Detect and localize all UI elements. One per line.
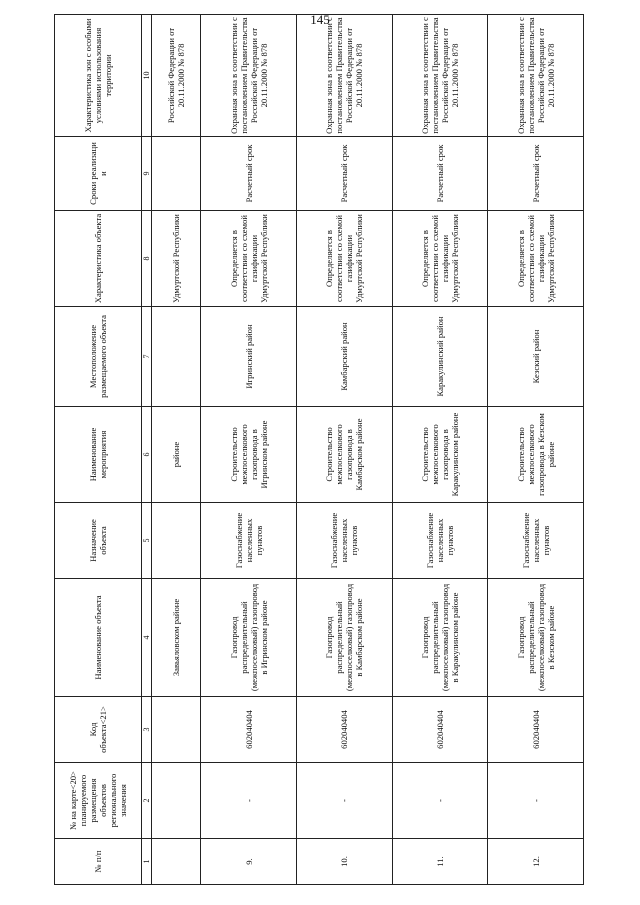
header-cell: Код объекта<21>	[55, 697, 142, 763]
table-cell: 11.	[392, 839, 488, 885]
table-cell: Строительство межпоселкового газопровода в Кезском районе	[488, 407, 584, 503]
table-cell: Строительство межпоселкового газопровода в Каракулинском районе	[392, 407, 488, 503]
table-cell: Определяется в соответствии со схемой газификации Удмуртской Республики	[488, 211, 584, 307]
table-cell: Камбарский район	[296, 307, 392, 407]
column-number: 10	[142, 15, 152, 137]
table-cell: Российской Федерации от 20.11.2000 № 878	[152, 15, 201, 137]
header-row	[55, 15, 142, 885]
page-number: 145	[310, 12, 330, 27]
table-cell: 602040404	[296, 697, 392, 763]
table-cell: Определяется в соответствии со схемой газификации Удмуртской Республики	[201, 211, 297, 307]
table-cell: Газоснабжение населенных пунктов	[392, 503, 488, 579]
table-cell: Охранная зона в соответствии с постановлением Правительства Российской Федерации от 20.11.2000 № 878	[296, 15, 392, 137]
table-cell: Газопровод распределительный (межпоселковый) газопровод в Каракулинском районе	[392, 579, 488, 697]
table-cell: Удмуртской Республики	[152, 211, 201, 307]
table-cell: Охранная зона в соответствии с постановлением Правительства Российской Федерации от 20.11.2000 № 878	[392, 15, 488, 137]
objects-table	[54, 14, 584, 885]
table-cell	[152, 763, 201, 839]
table-row	[296, 15, 392, 885]
column-number: 8	[142, 211, 152, 307]
table-cell: Расчетный срок	[296, 137, 392, 211]
table-cell: 12.	[488, 839, 584, 885]
table-cell: -	[488, 763, 584, 839]
table-cell: Игринский район	[201, 307, 297, 407]
table-cell	[152, 503, 201, 579]
table-cell: 10.	[296, 839, 392, 885]
table-cell: 602040404	[201, 697, 297, 763]
column-number: 7	[142, 307, 152, 407]
header-cell: Местоположение размещаемого объекта	[55, 307, 142, 407]
table-cell: Газоснабжение населенных пунктов	[296, 503, 392, 579]
table-cell: Завьяловском районе	[152, 579, 201, 697]
table-cell	[152, 137, 201, 211]
table-cell: Газоснабжение населенных пунктов	[488, 503, 584, 579]
column-number: 9	[142, 137, 152, 211]
continuation-row	[152, 15, 201, 885]
header-cell: № на карте<20> планируемого размещения объектов регионального значения	[55, 763, 142, 839]
table-cell: Каракулинский район	[392, 307, 488, 407]
table-cell: Газоснабжение населенных пунктов	[201, 503, 297, 579]
table-row	[488, 15, 584, 885]
column-number: 5	[142, 503, 152, 579]
table-cell: -	[392, 763, 488, 839]
header-cell: Характеристика зон с особыми условиями использования территории	[55, 15, 142, 137]
table-cell: Строительство межпоселкового газопровода в Камбарском районе	[296, 407, 392, 503]
table-cell: Газопровод распределительный (межпоселковый) газопровод в Кезском районе	[488, 579, 584, 697]
header-cell: Сроки реализаци и	[55, 137, 142, 211]
header-cell: Характеристика объекта	[55, 211, 142, 307]
column-number: 3	[142, 697, 152, 763]
table-cell: -	[296, 763, 392, 839]
table-cell: Кезский район	[488, 307, 584, 407]
table-cell: Расчетный срок	[488, 137, 584, 211]
table-cell: Расчетный срок	[392, 137, 488, 211]
table-cell: Газопровод распределительный (межпоселковый) газопровод в Камбарском районе	[296, 579, 392, 697]
table-cell: Определяется в соответствии со схемой газификации Удмуртской Республики	[392, 211, 488, 307]
table-cell	[152, 307, 201, 407]
table-cell: 602040404	[488, 697, 584, 763]
table-cell: 9.	[201, 839, 297, 885]
column-number: 6	[142, 407, 152, 503]
table-row	[392, 15, 488, 885]
header-cell: № п/п	[55, 839, 142, 885]
table-cell: -	[201, 763, 297, 839]
table-row	[201, 15, 297, 885]
column-number: 1	[142, 839, 152, 885]
column-number-row	[142, 15, 152, 885]
table-cell: Газопровод распределительный (межпоселковый) газопровод в Игринском районе	[201, 579, 297, 697]
table-cell: районе	[152, 407, 201, 503]
rotated-table-wrapper	[54, 15, 584, 885]
column-number: 2	[142, 763, 152, 839]
table-cell	[152, 697, 201, 763]
table-cell	[152, 839, 201, 885]
header-cell: Наименование объекта	[55, 579, 142, 697]
table-cell: Охранная зона в соответствии с постановлением Правительства Российской Федерации от 20.11.2000 № 878	[201, 15, 297, 137]
table-cell: 602040404	[392, 697, 488, 763]
header-cell: Назначение объекта	[55, 503, 142, 579]
table-cell: Строительство межпоселкового газопровода в Игринском районе	[201, 407, 297, 503]
table-cell: Определяется в соответствии со схемой газификации Удмуртской Республики	[296, 211, 392, 307]
table-cell: Охранная зона в соответствии с постановлением Правительства Российской Федерации от 20.11.2000 № 878	[488, 15, 584, 137]
header-cell: Наименование мероприятия	[55, 407, 142, 503]
column-number: 4	[142, 579, 152, 697]
table-cell: Расчетный срок	[201, 137, 297, 211]
